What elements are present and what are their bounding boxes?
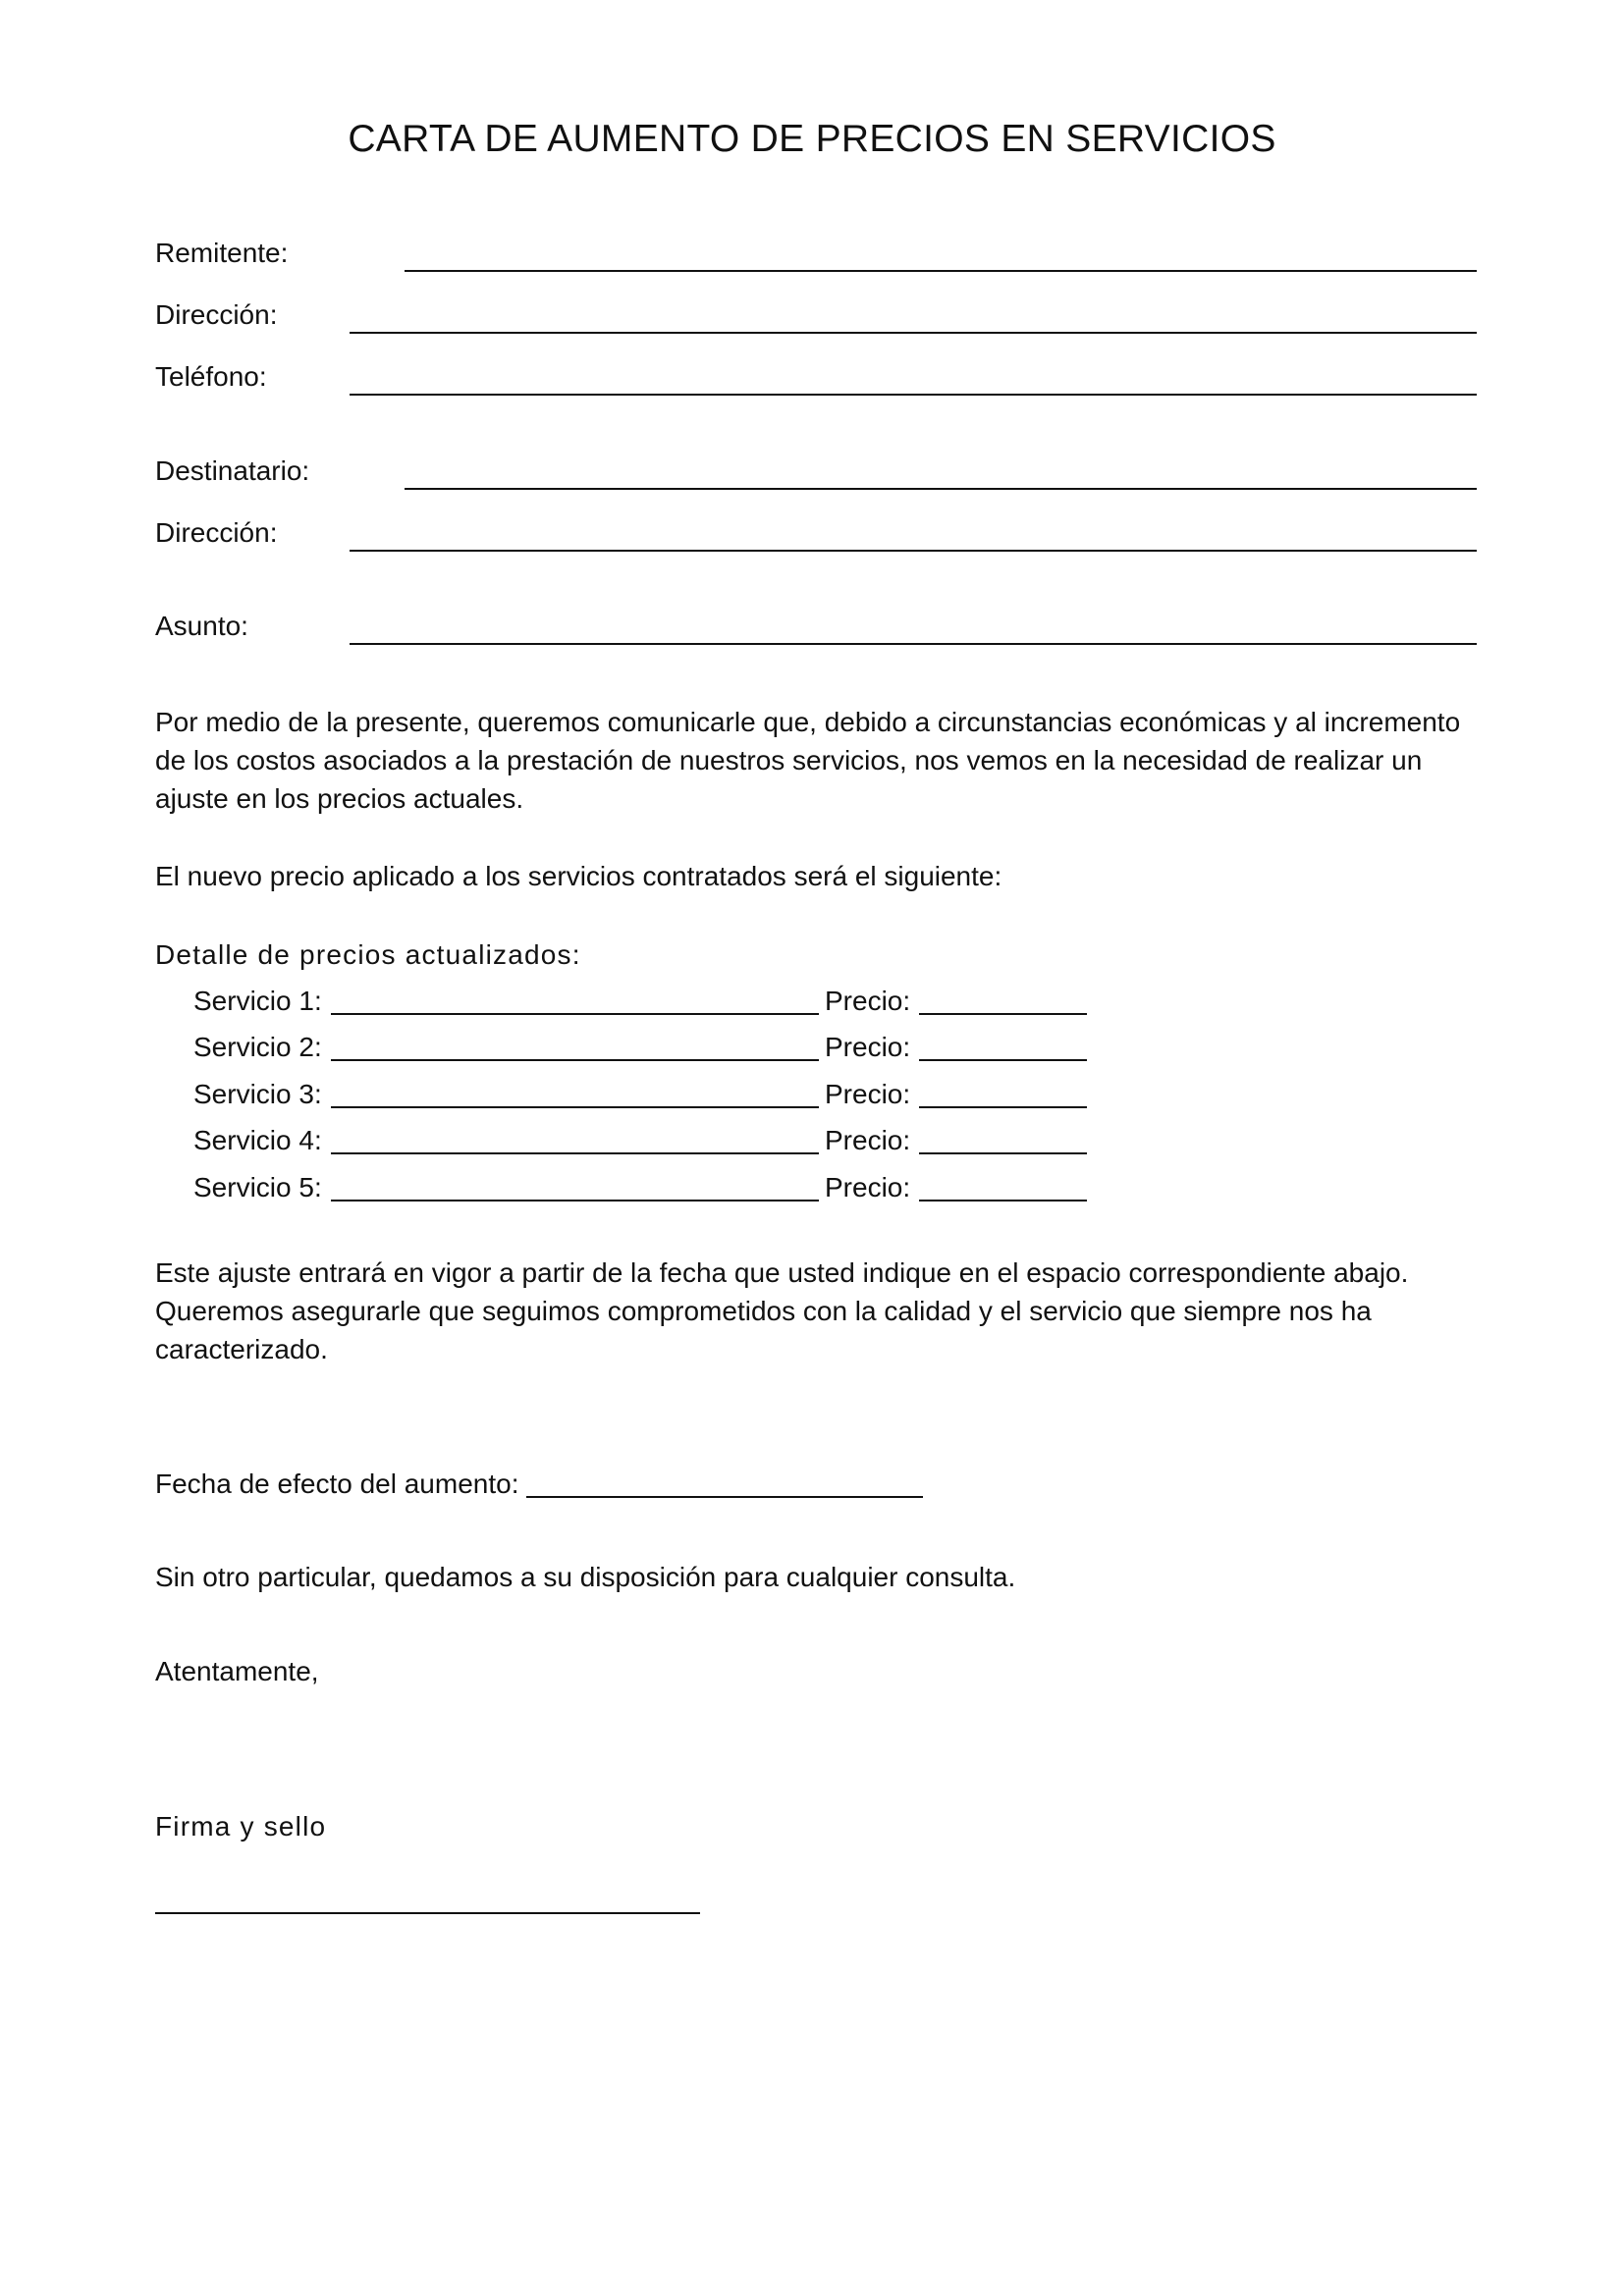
service-2-label: Servicio 2: (193, 1032, 322, 1062)
sender-direccion-label: Dirección: (155, 299, 278, 330)
salutation: Atentamente, (155, 1656, 319, 1686)
service-1-price-field[interactable] (919, 1013, 1087, 1015)
service-5-price-field[interactable] (919, 1200, 1087, 1201)
service-4-label: Servicio 4: (193, 1125, 322, 1155)
signature-line[interactable] (155, 1912, 700, 1914)
service-1-price-label: Precio: (825, 986, 911, 1016)
service-3-price-label: Precio: (825, 1079, 911, 1109)
service-4-price-label: Precio: (825, 1125, 911, 1155)
intro-line: Por medio de la presente, queremos comunicarle que, debido a circunstancias económicas y al incremento (155, 707, 1461, 737)
service-2-price-field[interactable] (919, 1059, 1087, 1061)
intro-line: ajuste en los precios actuales. (155, 783, 524, 814)
sender-direccion-field[interactable] (350, 332, 1477, 334)
document-title: CARTA DE AUMENTO DE PRECIOS EN SERVICIOS (348, 118, 1276, 160)
service-2-price-label: Precio: (825, 1032, 911, 1062)
remitente-label: Remitente: (155, 238, 289, 268)
new-price-line: El nuevo precio aplicado a los servicios contratados será el siguiente: (155, 861, 1002, 891)
recipient-direccion-label: Dirección: (155, 517, 278, 548)
closing-line: caracterizado. (155, 1334, 328, 1364)
telefono-label: Teléfono: (155, 361, 267, 392)
remitente-field[interactable] (405, 270, 1477, 272)
signature-label: Firma y sello (155, 1811, 327, 1842)
service-1-label: Servicio 1: (193, 986, 322, 1016)
service-5-field[interactable] (331, 1200, 819, 1201)
effective-date-label: Fecha de efecto del aumento: (155, 1468, 519, 1499)
service-3-field[interactable] (331, 1106, 819, 1108)
service-1-field[interactable] (331, 1013, 819, 1015)
recipient-direccion-field[interactable] (350, 550, 1477, 552)
service-4-field[interactable] (331, 1152, 819, 1154)
closing-line: Este ajuste entrará en vigor a partir de la fecha que usted indique en el espacio correspondiente abajo. (155, 1257, 1409, 1288)
destinatario-label: Destinatario: (155, 455, 310, 486)
farewell-line: Sin otro particular, quedamos a su disposición para cualquier consulta. (155, 1562, 1016, 1592)
service-5-label: Servicio 5: (193, 1172, 322, 1202)
closing-line: Queremos asegurarle que seguimos comprometidos con la calidad y el servicio que siempre nos ha (155, 1296, 1372, 1326)
service-3-price-field[interactable] (919, 1106, 1087, 1108)
intro-paragraph (155, 703, 1476, 818)
service-4-price-field[interactable] (919, 1152, 1087, 1154)
intro-line: de los costos asociados a la prestación de nuestros servicios, nos vemos en la necesidad de realizar un (155, 745, 1423, 775)
service-5-price-label: Precio: (825, 1172, 911, 1202)
service-3-label: Servicio 3: (193, 1079, 322, 1109)
service-2-field[interactable] (331, 1059, 819, 1061)
telefono-field[interactable] (350, 394, 1477, 396)
closing-paragraph (155, 1254, 1476, 1368)
destinatario-field[interactable] (405, 488, 1477, 490)
asunto-field[interactable] (350, 643, 1477, 645)
price-details-heading: Detalle de precios actualizados: (155, 939, 581, 970)
asunto-label: Asunto: (155, 611, 248, 641)
effective-date-field[interactable] (526, 1496, 923, 1498)
